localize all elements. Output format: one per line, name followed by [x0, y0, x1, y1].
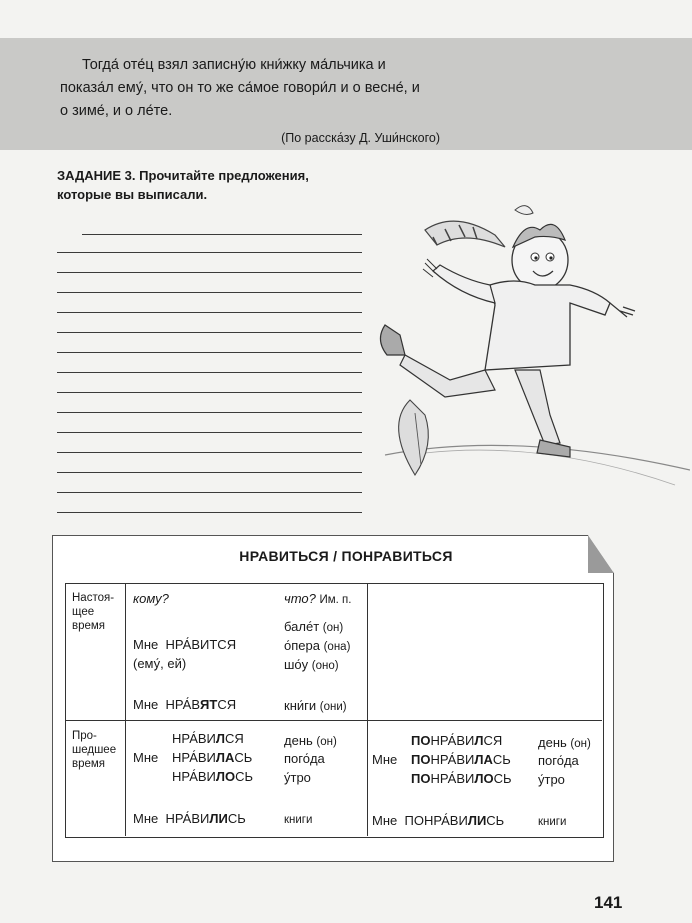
label-part: время [72, 620, 106, 632]
label-part: время [72, 758, 106, 770]
verb-reflexive: СЬ [493, 771, 512, 786]
table-divider [125, 583, 126, 836]
verb-reflexive: СЯ [217, 697, 237, 712]
past-noun-fem: пого́да [284, 751, 325, 766]
gender-tag: (оно) [311, 660, 339, 672]
task-heading [57, 166, 357, 204]
verb-stem: НРА́ВИ [430, 733, 475, 748]
task-line: которые вы выписали. [57, 187, 208, 202]
answer-line[interactable] [57, 412, 362, 413]
perf-noun-fem: пого́да [538, 753, 579, 768]
answer-line[interactable] [57, 272, 362, 273]
story-source: (По расска́зу Д. Уши́нского) [281, 131, 440, 145]
verb-stem: НРА́ВИ [430, 771, 475, 786]
verb-stem: НРА́ВИ [172, 750, 216, 765]
verb-ending: Л [474, 733, 484, 748]
present-plural [133, 697, 236, 712]
answer-line[interactable] [57, 372, 362, 373]
past-noun-neut: у́тро [284, 770, 311, 785]
pronoun-me: Мне [133, 811, 159, 826]
verb-ending: ЛА [474, 752, 493, 767]
answer-lines[interactable] [57, 210, 362, 520]
verb-ending: ЛИ [467, 813, 487, 828]
table-divider [65, 720, 602, 721]
question-what [284, 591, 351, 607]
noun: день [284, 733, 313, 748]
row-label-present [72, 591, 114, 633]
row-label-past [72, 729, 116, 771]
verb-reflexive: СЯ [225, 731, 244, 746]
perfective-prefix: ПО [411, 733, 431, 748]
verb-stem: ПОНРА́ВИ [404, 813, 468, 828]
pronoun-variants: (ему́, ей) [133, 656, 187, 671]
verb-stem: НРА́ВИ [165, 811, 210, 826]
answer-line[interactable] [57, 332, 362, 333]
story-line: Тогда́ оте́ц взял записну́ю кни́жку ма́льчика и [82, 57, 386, 73]
perf-verb-masc [411, 733, 502, 748]
answer-line[interactable] [57, 472, 362, 473]
verb-ending: ЛИ [209, 811, 228, 826]
story-line: показа́л ему́, что он то же са́мое говори́л и о весне́, и [60, 80, 420, 96]
perf-noun-masc [538, 735, 591, 751]
story-line: о зиме́, и о ле́те. [60, 103, 173, 119]
label-part: Про- [72, 730, 97, 742]
verb-ending: ЛО [474, 771, 494, 786]
past-noun-plural: книги [284, 814, 313, 826]
answer-line[interactable] [57, 452, 362, 453]
answer-line[interactable] [57, 312, 362, 313]
pronoun-me: Мне [133, 697, 159, 712]
perf-verb-neut [411, 771, 512, 786]
question-whom: кому? [133, 591, 169, 606]
pronoun-me: Мне [372, 752, 398, 767]
noun: бале́т [284, 619, 320, 634]
answer-line[interactable] [57, 252, 362, 253]
answer-line[interactable] [57, 512, 362, 513]
noun: о́пера [284, 638, 320, 653]
verb-stem: НРА́ВИ [430, 752, 475, 767]
verb-reflexive: СЬ [227, 811, 246, 826]
answer-line[interactable] [57, 492, 362, 493]
present-singular [133, 637, 236, 652]
gender-tag: (он) [316, 736, 337, 748]
verb-reflexive: СЬ [492, 752, 511, 767]
gender-tag: (они) [319, 701, 347, 713]
label-part: щее [72, 606, 95, 618]
perfective-prefix: ПО [411, 771, 431, 786]
noun-fem [284, 638, 350, 654]
verb-stem: НРА́ВИ [172, 731, 216, 746]
verb-reflexive: СЬ [234, 750, 253, 765]
noun-neut [284, 657, 339, 673]
perf-plural [372, 813, 504, 828]
verb-stem: НРА́ВИ [172, 769, 216, 784]
running-boy-illustration [365, 185, 690, 525]
noun-plural [284, 698, 347, 714]
grammar-title: НРАВИТЬСЯ / ПОНРАВИТЬСЯ [239, 548, 453, 564]
label-part: Настоя- [72, 592, 115, 604]
verb-reflexive: СЬ [235, 769, 254, 784]
verb-ending: ЛА [215, 750, 235, 765]
pronoun-me: Мне [372, 813, 398, 828]
perf-noun-plural: книги [538, 816, 567, 828]
label-part: шедшее [72, 744, 117, 756]
gender-tag: (она) [323, 641, 351, 653]
verb-ending: Л [215, 731, 225, 746]
verb-ending: ЯТ [200, 697, 218, 712]
past-noun-masc [284, 733, 337, 749]
noun: день [538, 735, 567, 750]
perfective-prefix: ПО [411, 752, 431, 767]
perf-verb-fem [411, 752, 511, 767]
question-what-word: что? [284, 591, 316, 606]
pronoun-me: Мне [133, 750, 159, 765]
task-line: ЗАДАНИЕ 3. Прочитайте предложения, [57, 168, 309, 183]
verb-reflexive: СЬ [486, 813, 505, 828]
noun: кни́ги [284, 698, 317, 713]
gender-tag: (он) [322, 622, 344, 634]
gender-tag: (он) [570, 738, 591, 750]
verb-stem: НРА́В [165, 697, 201, 712]
past-plural [133, 811, 246, 826]
past-verb-neut [172, 769, 253, 784]
answer-line[interactable] [57, 432, 362, 433]
perf-noun-neut: у́тро [538, 772, 565, 787]
answer-line[interactable] [57, 392, 362, 393]
pronoun-me: Мне [133, 637, 159, 652]
noun-masc [284, 619, 343, 635]
past-verb-fem [172, 750, 252, 765]
verb-form: НРА́ВИТСЯ [165, 637, 237, 652]
page-number: 141 [594, 893, 623, 912]
verb-ending: ЛО [215, 769, 236, 784]
answer-line[interactable] [57, 292, 362, 293]
case-tag: Им. п. [319, 594, 352, 606]
table-divider [367, 583, 368, 836]
verb-reflexive: СЯ [483, 733, 503, 748]
noun: шо́у [284, 657, 309, 672]
past-verb-masc [172, 731, 244, 746]
answer-line[interactable] [82, 234, 362, 235]
story-text [60, 54, 440, 150]
answer-line[interactable] [57, 352, 362, 353]
